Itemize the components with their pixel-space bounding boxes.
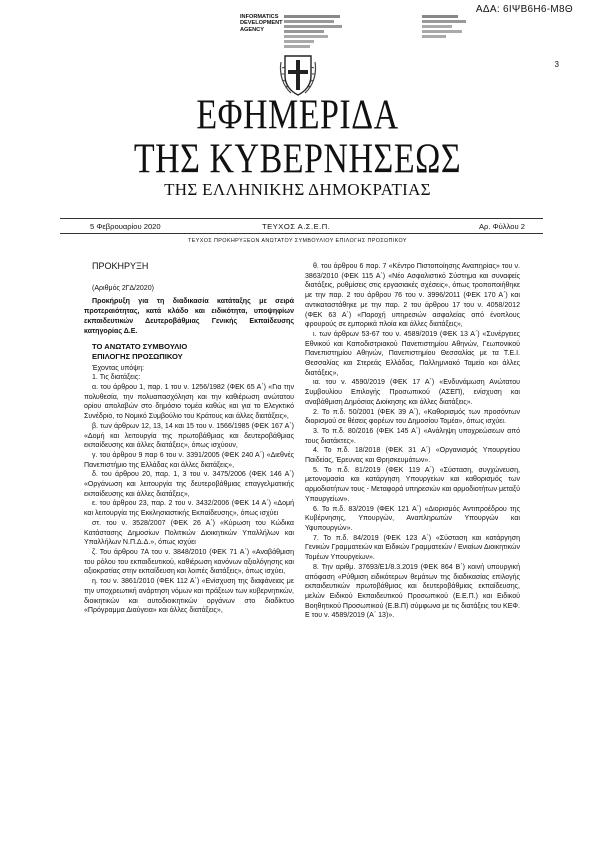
signature-block-right xyxy=(422,15,466,38)
paragraph: 4. Το π.δ. 18/2018 (ΦΕΚ 31 Α΄) «Οργανισμός Υπουργείου Παιδείας, Έρευνας και Θρησκευμάτων». xyxy=(305,447,520,465)
announcement-intro: Προκήρυξη για τη διαδικασία κατάταξης με σειρά προτεραιότητας, κατά κλάδο και ειδικότητα, υποψηφίων εκπαιδευτικών Δευτεροβάθμιας Γενικής Εκπαίδευσης κατηγορίας Δ.Ε. xyxy=(84,298,294,335)
paragraph: Έχοντας υπόψη: xyxy=(92,364,145,372)
announcement-heading: ΠΡΟΚΗΡΥΞΗ xyxy=(92,261,149,271)
header-rule-top xyxy=(60,218,543,219)
paragraph: α. του άρθρου 1, παρ. 1 του ν. 1256/1982 (ΦΕΚ 65 Α΄) «Για την πολυθεσία, την πολυαπασχόληση και την καθιέρωση ανώτατου ορίου απολαβών στο δημόσιο τομέα καθώς και για το Ελεγκτικό Συνέδριο, το Νομικό Συμβούλιο του Κράτους και άλλες διατάξεις», xyxy=(84,384,294,421)
issue-date: 5 Φεβρουαρίου 2020 xyxy=(90,222,161,231)
sheet-number: Αρ. Φύλλου 2 xyxy=(478,222,525,231)
signature-block-left xyxy=(284,15,342,48)
page-number: 3 xyxy=(554,60,559,69)
paragraph: 7. Το π.δ. 84/2019 (ΦΕΚ 123 Α΄) «Σύσταση και κατάργηση Γενικών Γραμματειών και Ειδικών Γραμματειών / Ενιαίων Διοικητικών Τομέων Υπουργείων». xyxy=(305,534,520,562)
paragraph: γ. του άρθρου 9 παρ 6 του ν. 3391/2005 (ΦΕΚ 240 Α΄) «Διεθνές Πανεπιστήμιο της Ελλάδας και άλλες διατάξεις», xyxy=(84,451,294,469)
paragraph: θ. του άρθρου 6 παρ. 7 «Κέντρο Πιστοποίησης Αναπηρίας» του ν. 3863/2010 (ΦΕΚ 115 Α΄) «Νέο Ασφαλιστικό Σύστημα και συναφείς διατάξεις, ρυθμίσεις στις εργασιακές σχέσεις», όπως τροποποιήθηκε με την παρ. 2 του άρθρου 76 του ν. 3996/2011 (ΦΕΚ 170 Α΄) και αντικαταστάθηκε με την παρ. 2 του άρθρου 17 του ν. 4058/2012 (ΦΕΚ 63 Α΄) «Παροχή υπηρεσιών ασφαλείας από ένοπλους φρουρούς σε εμπορικά πλοία και άλλες διατάξεις», xyxy=(305,263,520,329)
paragraph: ε. του άρθρου 23, παρ. 2 του ν. 3432/2006 (ΦΕΚ 14 Α΄) «Δομή και λειτουργία της Εκκλησιαστικής Εκπαίδευσης», όπως ισχύει xyxy=(84,500,294,518)
paragraph: 2. Το π.δ. 50/2001 (ΦΕΚ 39 Α΄), «Καθορισμός των προσόντων διορισμού σε θέσεις φορέων του Δημοσίου Τομέα», όπως ισχύει. xyxy=(305,408,520,426)
gazette-title-line2: ΤΗΣ ΚΥΒΕΡΝΗΣΕΩΣ xyxy=(133,136,462,183)
council-heading-line1: ΤΟ ΑΝΩΤΑΤΟ ΣΥΜΒΟΥΛΙΟ xyxy=(92,342,188,352)
gazette-title-line3: ΤΗΣ ΕΛΛΗΝΙΚΗΣ ΔΗΜΟΚΡΑΤΙΑΣ xyxy=(164,180,431,199)
paragraph: η. του ν. 3861/2010 (ΦΕΚ 112 Α΄) «Ενίσχυση της διαφάνειας με την υποχρεωτική ανάρτηση νόμων και πράξεων των κυβερνητικών, διοικητικών και αυτοδιοικητικών οργάνων στο διαδίκτυο «Πρόγραμμα Διαύγεια» και άλλες διατάξεις», xyxy=(84,578,294,615)
paragraph: ια. του ν. 4590/2019 (ΦΕΚ 17 Α΄) «Ενδυνάμωση Ανώτατου Συμβουλίου Επιλογής Προσωπικού (ΑΣΕΠ), ενίσχυση και αναβάθμιση Δημόσιας Διοίκησης και άλλες διατάξεις». xyxy=(305,379,520,406)
paragraph: ζ. Του άρθρου 7Α του ν. 3848/2010 (ΦΕΚ 71 Α΄) «Αναβάθμιση του ρόλου του εκπαιδευτικού, καθιέρωση κανόνων αξιολόγησης και αξιοκρατίας στην εκπαίδευση και λοιπές διατάξεις», όπως ισχύει, xyxy=(84,548,294,576)
right-column xyxy=(305,262,520,621)
issue-subheading: ΤΕΥΧΟΣ ΠΡΟΚΗΡΥΞΕΩΝ ΑΝΩΤΑΤΟΥ ΣΥΜΒΟΥΛΙΟΥ ΕΠΙΛΟΓΗΣ ΠΡΟΣΩΠΙΚΟΥ xyxy=(188,238,407,244)
informatics-agency-label: INFORMATICS DEVELOPMENT AGENCY xyxy=(240,14,283,33)
header-rule-bottom xyxy=(60,233,543,234)
paragraph: δ. του άρθρου 20, παρ. 1, 3 του ν. 3475/2006 (ΦΕΚ 146 Α΄) «Οργάνωση και λειτουργία της δευτεροβάθμιας επαγγελματικής εκπαίδευσης και άλλες διατάξεις», xyxy=(84,471,294,498)
paragraph: 6. Το π.δ. 83/2019 (ΦΕΚ 121 Α΄) «Διορισμός Αντιπροέδρου της Κυβέρνησης, Υπουργών, Αναπληρωτών Υπουργών και Υφυπουργών». xyxy=(305,505,520,532)
paragraph: β. των άρθρων 12, 13, 14 και 15 του ν. 1566/1985 (ΦΕΚ 167 Α΄) «Δομή και λειτουργία της πρωτοβάθμιας και δευτεροβάθμιας εκπαίδευσης και άλλες διατάξεις», όπως ισχύουν, xyxy=(84,422,294,450)
issue-type: ΤΕΥΧΟΣ Α.Σ.Ε.Π. xyxy=(262,222,331,231)
paragraph: 3. Το π.δ. 80/2016 (ΦΕΚ 145 Α΄) «Ανάληψη υποχρεώσεων από τους διατάκτες». xyxy=(305,427,520,445)
paragraph: 8. Την αριθμ. 37693/Ε1/8.3.2019 (ΦΕΚ 864 Β΄) κοινή υπουργική απόφαση «Ρύθμιση ειδικότερων θεμάτων της διαδικασίας επιλογής εκπαιδευτικών πρωτοβάθμιας και δευτεροβάθμιας εκπαίδευσης, μελών Ειδικού Εκπαιδευτικού Προσωπικού (Ε.Ε.Π.) και Ειδικού Βοηθητικού Προσωπικού (Ε.Β.Π) σύμφωνα με τις διατάξεις του ΚΕΦ. Ε του ν. 4589/2019 (Α΄ 13)». xyxy=(305,563,520,620)
council-heading-line2: ΕΠΙΛΟΓΗΣ ΠΡΟΣΩΠΙΚΟΥ xyxy=(92,351,183,361)
paragraph: 1. Τις διατάξεις: xyxy=(92,374,141,382)
ada-code: ΑΔΑ: 6ΙΨΒ6Η6-Μ8Θ xyxy=(475,4,573,15)
announcement-number: (Αριθμός 2Γ∆/2020) xyxy=(92,284,154,292)
left-column xyxy=(84,262,294,616)
paragraph: στ. του ν. 3528/2007 (ΦΕΚ 26 Α΄) «Κύρωση του Κώδικα Κατάστασης Δημοσίων Πολιτικών Διοικητικών Υπαλλήλων και Υπαλλήλων Ν.Π.Δ.Δ.», όπως ισχύει xyxy=(84,519,294,547)
paragraph: 5. Το π.δ. 81/2019 (ΦΕΚ 119 Α΄) «Σύσταση, συγχώνευση, μετονομασία και κατάργηση Υπουργείων και καθορισμός των αρμοδιοτήτων τους - Μεταφορά υπηρεσιών και αρμοδιοτήτων μεταξύ Υπουργείων». xyxy=(305,466,520,503)
paragraph: ι. των άρθρων 53-67 του ν. 4589/2019 (ΦΕΚ 13 Α΄) «Συνέργειες Εθνικού και Καποδιστριακού Πανεπιστημίου Αθηνών, Γεωπονικού Πανεπιστημίου Αθηνών, Πανεπιστημίου Θεσσαλίας με τα Τ.Ε.Ι. Θεσσαλίας και Στερεάς Ελλάδας, Παλλημνιακό Ταμείο και άλλες διατάξεις», xyxy=(305,330,520,377)
gazette-title-line1: ΕΦΗΜΕΡΙΔΑ xyxy=(196,92,399,139)
